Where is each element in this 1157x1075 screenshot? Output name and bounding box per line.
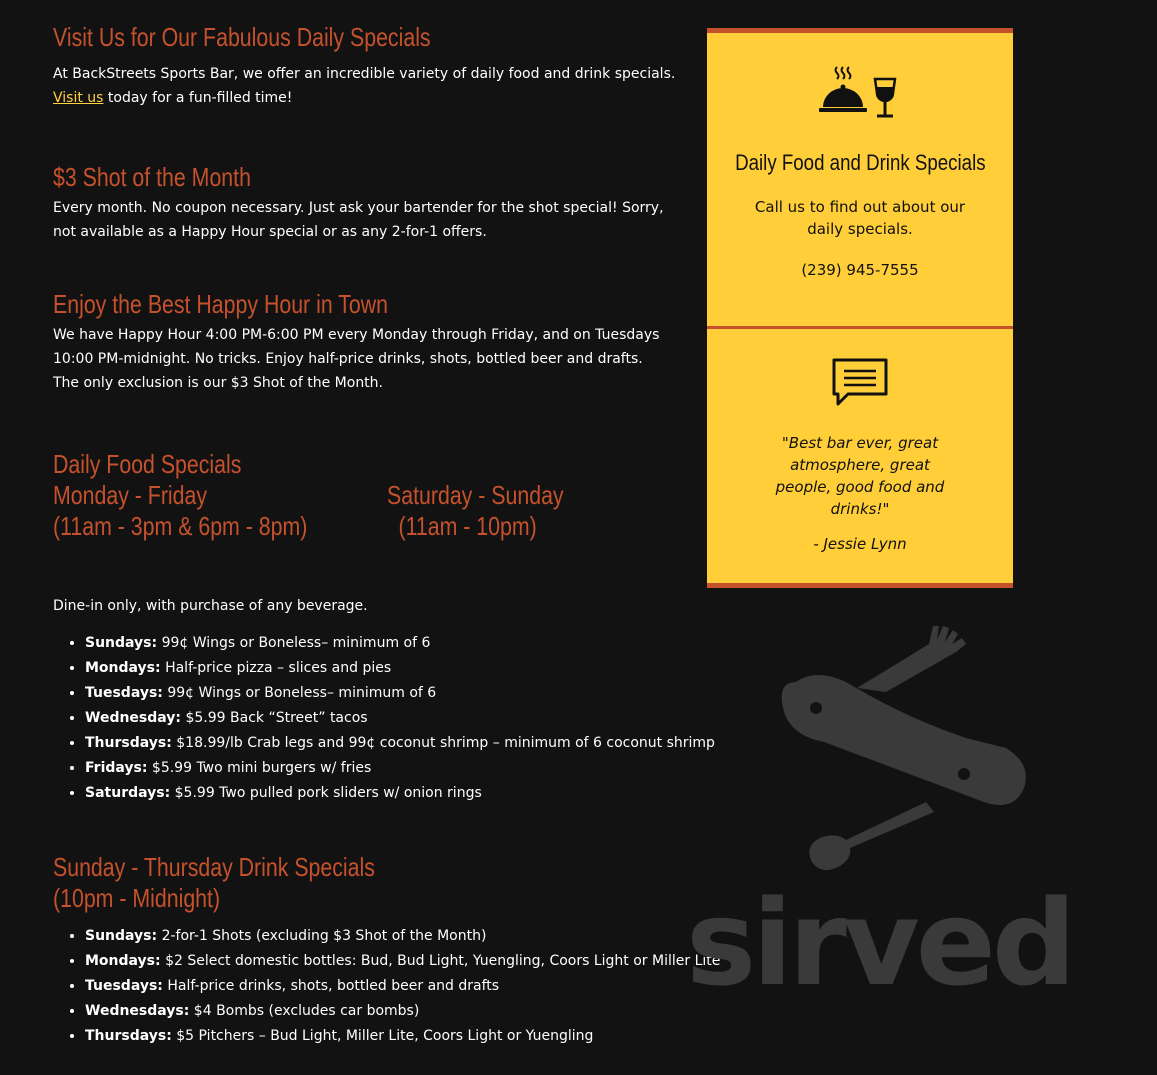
intro-section: [53, 22, 675, 110]
drink-specials-hours: (10pm - Midnight): [53, 883, 221, 913]
specials-text: Call us to find out about our daily specials.: [754, 198, 966, 238]
testimonial-box: [707, 329, 1013, 583]
visit-us-link[interactable]: Visit us: [53, 90, 104, 106]
sirved-watermark: [686, 612, 1106, 992]
phone-number[interactable]: (239) 945-7555: [801, 261, 919, 279]
list-item: • Tuesdays: Half-price drinks, shots, bottled beer and drafts: [85, 974, 745, 999]
list-item: • Thursdays: $18.99/lb Crab legs and 99¢ coconut shrimp – minimum of 6 coconut shrimp: [85, 731, 745, 756]
list-item: • Mondays: $2 Select domestic bottles: Bud, Bud Light, Yuengling, Coors Light or Miller Lite: [85, 949, 745, 974]
list-item: • Mondays: Half-price pizza – slices and pies: [85, 656, 745, 681]
intro-text-2: today for a fun-filled time!: [103, 90, 293, 106]
dine-in-note: Dine-in only, with purchase of any beverage.: [53, 598, 368, 614]
list-item: • Thursdays: $5 Pitchers – Bud Light, Miller Lite, Coors Light or Yuengling: [85, 1024, 745, 1049]
happy-hour-section: [53, 289, 668, 395]
happy-hour-title: Enjoy the Best Happy Hour in Town: [53, 289, 388, 319]
intro-text-1: At BackStreets Sports Bar, we offer an incredible variety of daily food and drink specials.: [53, 66, 676, 82]
list-item: • Sundays: 99¢ Wings or Boneless– minimum of 6: [85, 631, 745, 656]
list-item: • Tuesdays: 99¢ Wings or Boneless– minimum of 6: [85, 681, 745, 706]
intro-title: Visit Us for Our Fabulous Daily Specials: [53, 22, 431, 52]
food-specials-header: [53, 449, 564, 542]
watermark-text: sirved: [686, 874, 1073, 992]
intro-text: [53, 62, 675, 110]
happy-hour-text: We have Happy Hour 4:00 PM-6:00 PM every Monday through Friday, and on Tuesdays 10:00 PM-midnight. No tricks. Enjoy half-price drinks, shots, bottled beer and drafts. The only exclusion is our $3 Shot of the Month.: [53, 327, 660, 391]
shot-text: Every month. No coupon necessary. Just ask your bartender for the shot special! Sorry, not available as a Happy Hour special or as any 2-for-1 offers.: [53, 200, 664, 240]
shot-section: [53, 162, 668, 244]
list-item: • Wednesday: $5.99 Back “Street” tacos: [85, 706, 745, 731]
weekday-hours-label: (11am - 3pm & 6pm - 8pm): [53, 511, 308, 541]
utensil-knife-icon: [686, 612, 1106, 992]
food-specials-title: Daily Food Specials: [53, 449, 242, 479]
food-drink-icon: [707, 33, 1013, 123]
drink-specials-list: [53, 924, 745, 1049]
sidebar: [707, 28, 1013, 588]
food-specials-list: [53, 631, 745, 806]
weekend-hours: [387, 480, 602, 542]
list-item: • Saturdays: $5.99 Two pulled pork sliders w/ onion rings: [85, 781, 745, 806]
weekend-label: Saturday - Sunday: [387, 480, 564, 510]
drink-specials-header: [53, 852, 446, 914]
chat-icon: [707, 329, 1013, 407]
testimonial-author: - Jessie Lynn: [813, 535, 907, 553]
weekday-label: Monday - Friday: [53, 480, 208, 510]
specials-title: Daily Food and Drink Specials: [734, 150, 986, 175]
testimonial-quote: "Best bar ever, great atmosphere, great people, good food and drinks!": [775, 434, 945, 518]
list-item: • Wednesdays: $4 Bombs (excludes car bombs): [85, 999, 745, 1024]
shot-title: $3 Shot of the Month: [53, 162, 251, 192]
food-hours: [53, 480, 564, 542]
list-item: • Sundays: 2-for-1 Shots (excluding $3 Shot of the Month): [85, 924, 745, 949]
list-item: • Fridays: $5.99 Two mini burgers w/ fries: [85, 756, 745, 781]
weekday-hours: [53, 480, 363, 542]
drink-specials-title: Sunday - Thursday Drink Specials: [53, 852, 375, 882]
specials-box: [707, 33, 1013, 329]
weekend-hours-label: (11am - 10pm): [398, 511, 537, 541]
